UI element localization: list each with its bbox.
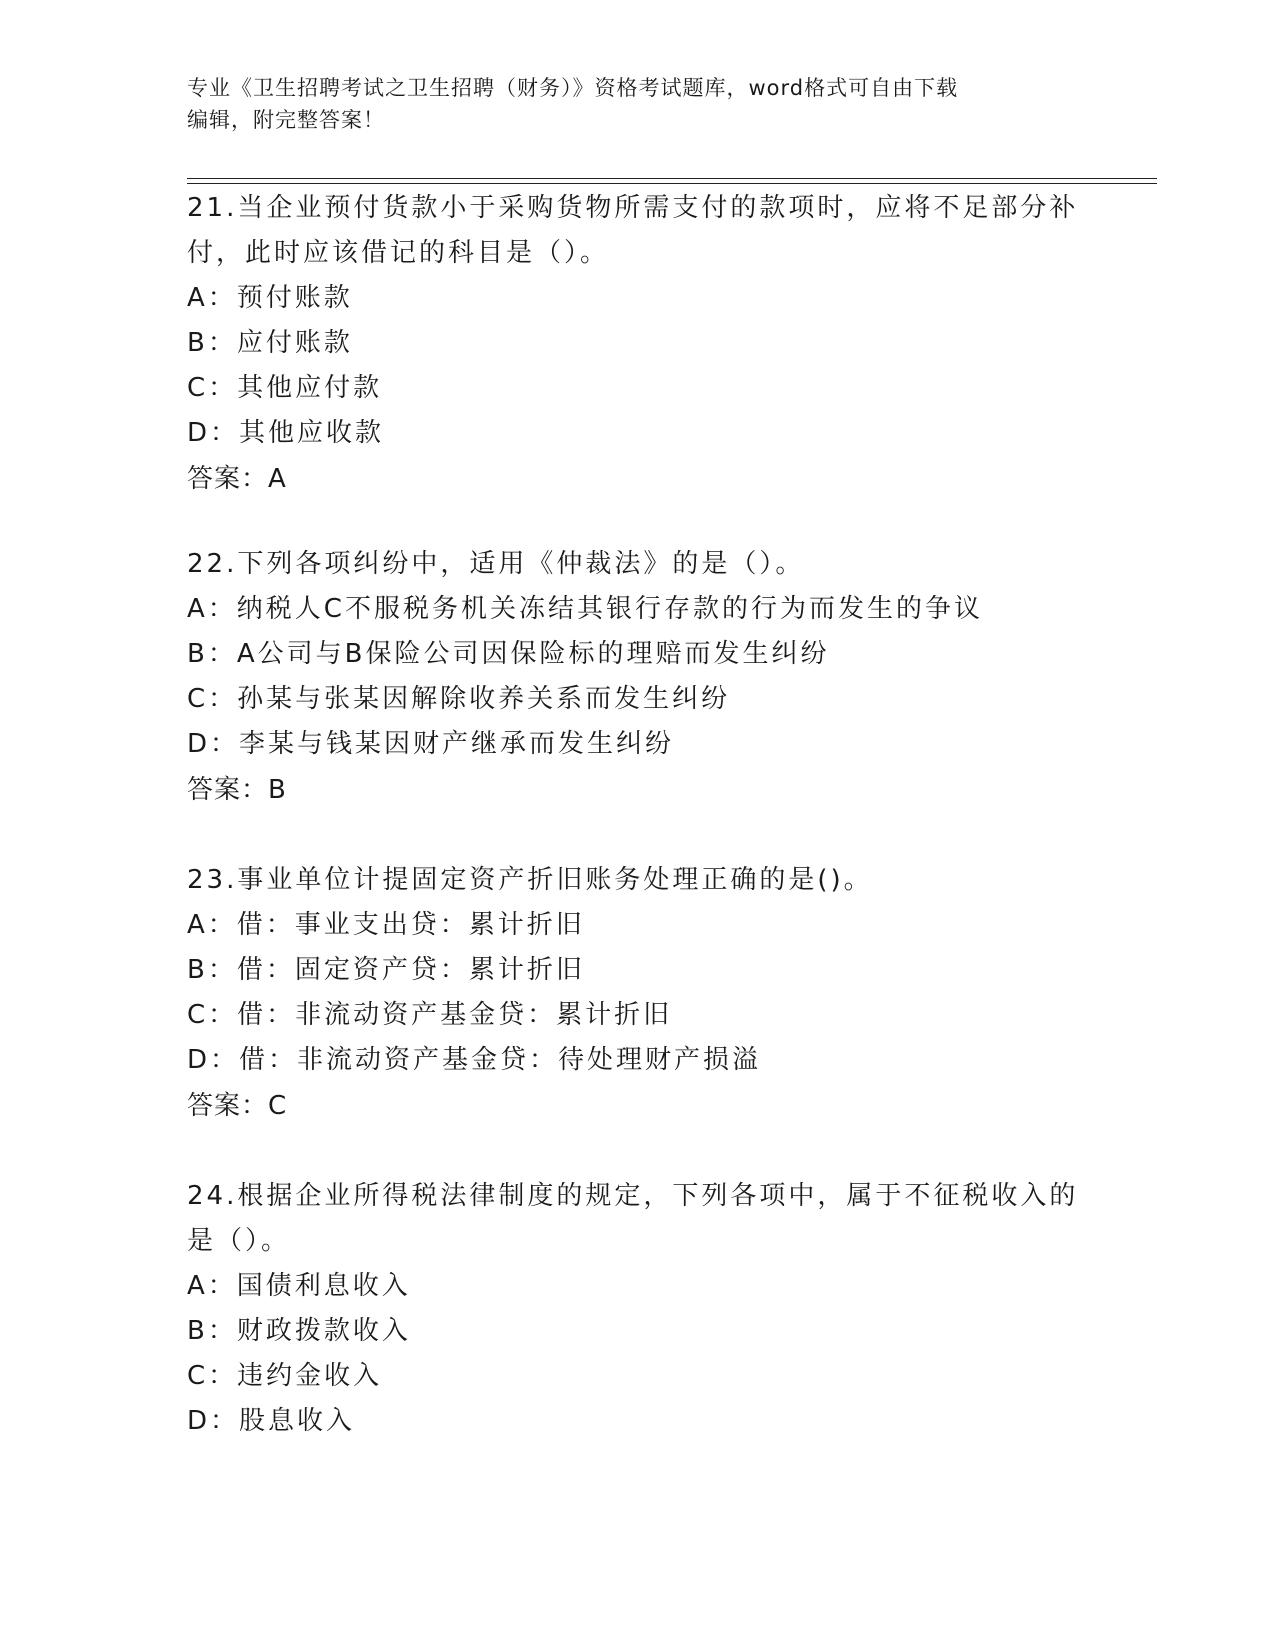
- question-21: [187, 186, 1087, 502]
- header-line-2: 编辑，附完整答案！: [187, 108, 385, 132]
- question-23: [187, 858, 1087, 1129]
- answer: 答案：C: [187, 1091, 288, 1121]
- question-stem-line-2: 是（）。: [187, 1226, 291, 1256]
- option-d: D：其他应收款: [187, 418, 385, 448]
- question-22: [187, 542, 1087, 813]
- question-stem-line-1: 23.事业单位计提固定资产折旧账务处理正确的是()。: [187, 865, 873, 895]
- option-b: B：财政拨款收入: [187, 1316, 411, 1346]
- question-stem-line-1: 24.根据企业所得税法律制度的规定，下列各项中，属于不征税收入的: [187, 1181, 1079, 1211]
- option-b: B：A公司与B保险公司因保险标的理赔而发生纠纷: [187, 639, 830, 669]
- option-c: C：其他应付款: [187, 373, 383, 403]
- option-b: B：应付账款: [187, 328, 353, 358]
- document-header: [187, 72, 1087, 136]
- option-d: D：李某与钱某因财产继承而发生纠纷: [187, 729, 675, 759]
- option-a: A：纳税人C不服税务机关冻结其银行存款的行为而发生的争议: [187, 594, 983, 624]
- header-line-1: 专业《卫生招聘考试之卫生招聘（财务）》资格考试题库，word格式可自由下载: [187, 76, 959, 100]
- option-b: B：借：固定资产贷：累计折旧: [187, 955, 585, 985]
- question-stem-line-1: 22.下列各项纠纷中，适用《仲裁法》的是（）。: [187, 549, 805, 579]
- option-c: C：违约金收入: [187, 1361, 383, 1391]
- header-divider-top: [187, 178, 1157, 179]
- answer: 答案：A: [187, 464, 287, 494]
- option-d: D：股息收入: [187, 1406, 356, 1436]
- question-stem-line-2: 付，此时应该借记的科目是（）。: [187, 238, 610, 268]
- header-divider-bottom: [187, 183, 1157, 184]
- option-d: D：借：非流动资产基金贷：待处理财产损溢: [187, 1045, 762, 1075]
- option-a: A：预付账款: [187, 283, 353, 313]
- option-a: A：国债利息收入: [187, 1271, 411, 1301]
- answer: 答案：B: [187, 775, 287, 805]
- option-c: C：借：非流动资产基金贷：累计折旧: [187, 1000, 673, 1030]
- question-24: [187, 1174, 1087, 1444]
- question-stem-line-1: 21.当企业预付货款小于采购货物所需支付的款项时，应将不足部分补: [187, 193, 1079, 223]
- option-c: C：孙某与张某因解除收养关系而发生纠纷: [187, 684, 731, 714]
- option-a: A：借：事业支出贷：累计折旧: [187, 910, 585, 940]
